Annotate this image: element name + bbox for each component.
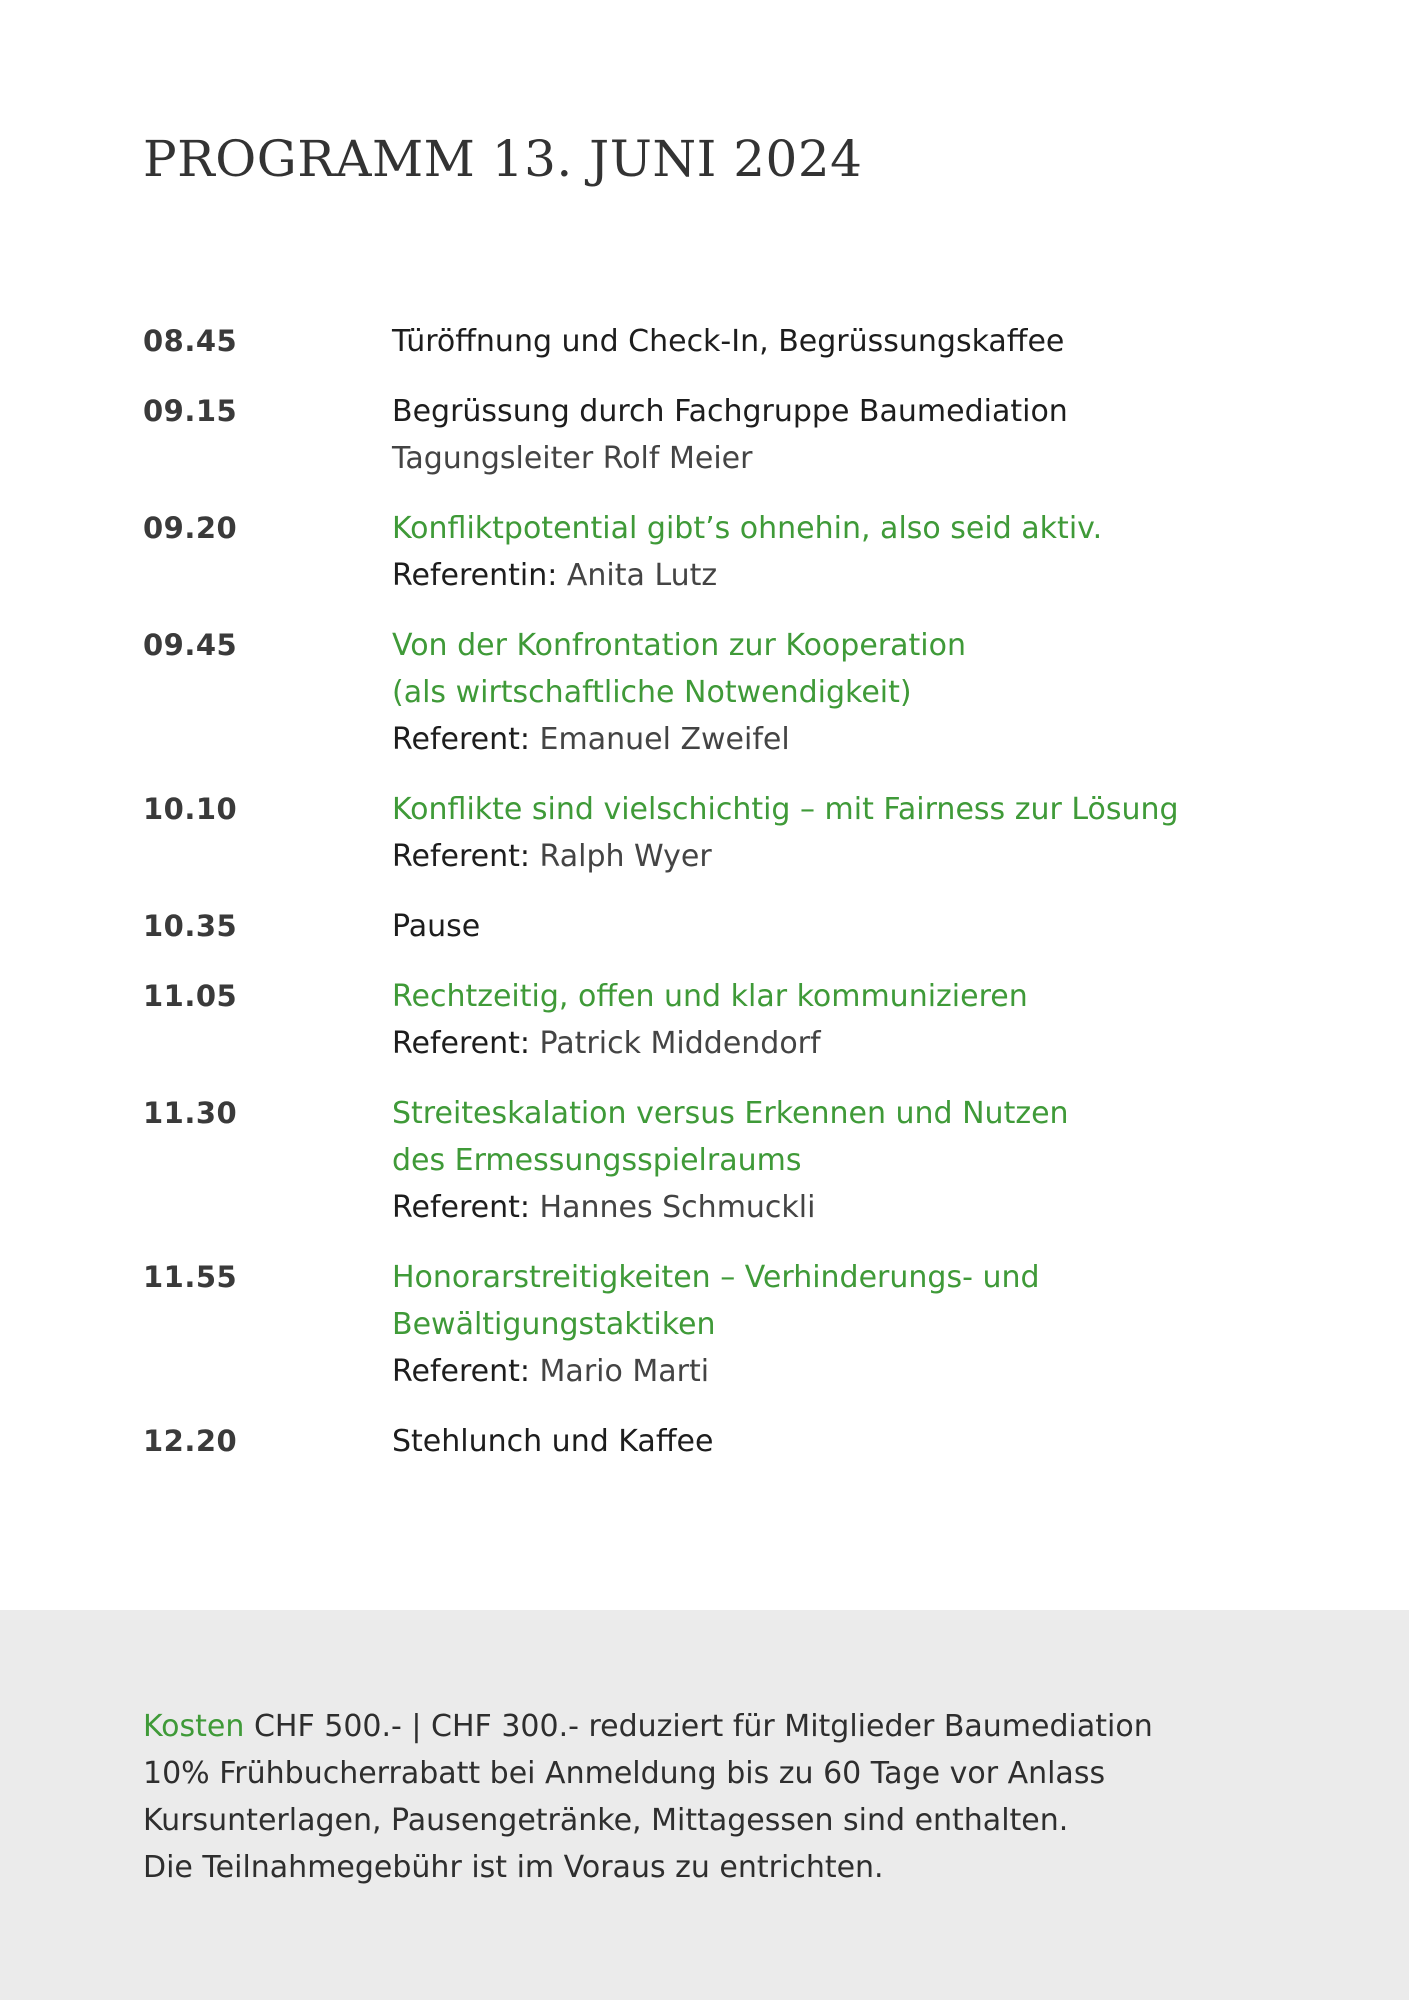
entry-details bbox=[392, 1090, 1303, 1231]
entry-time: 10.10 bbox=[143, 792, 238, 826]
entry-details bbox=[392, 1418, 1303, 1465]
entry-time: 10.35 bbox=[143, 909, 238, 943]
cost-info-panel bbox=[0, 1610, 1409, 2000]
speaker-label: Referentin: bbox=[392, 558, 558, 593]
entry-details bbox=[392, 505, 1303, 599]
speaker-line bbox=[392, 1184, 1303, 1231]
entry-text: Türöffnung und Check-In, Begrüssungskaffee bbox=[392, 324, 1065, 359]
entry-details bbox=[392, 388, 1303, 482]
talk-title: Konfliktpotential gibt’s ohnehin, also seid aktiv. bbox=[392, 511, 1103, 546]
schedule-entry bbox=[143, 786, 1303, 880]
entry-details bbox=[392, 622, 1303, 763]
schedule-entry bbox=[143, 622, 1303, 763]
entry-text: Pause bbox=[392, 909, 481, 944]
cost-text: CHF 500.- | CHF 300.- reduziert für Mitglieder Baumediation bbox=[244, 1709, 1153, 1744]
speaker-name: Mario Marti bbox=[539, 1354, 710, 1389]
talk-title: Von der Konfrontation zur Kooperation bbox=[392, 628, 966, 663]
schedule-entry bbox=[143, 903, 1303, 950]
cost-label: Kosten bbox=[143, 1709, 245, 1744]
schedule-entry bbox=[143, 388, 1303, 482]
speaker-label: Referent: bbox=[392, 839, 530, 874]
entry-time: 09.15 bbox=[143, 394, 238, 428]
entry-text: Stehlunch und Kaffee bbox=[392, 1424, 714, 1459]
talk-title-continued: Bewältigungstaktiken bbox=[392, 1307, 716, 1342]
payment-line: Die Teilnahmegebühr ist im Voraus zu entrichten. bbox=[143, 1850, 884, 1885]
schedule-entry bbox=[143, 505, 1303, 599]
speaker-name: Ralph Wyer bbox=[539, 839, 712, 874]
speaker-line bbox=[392, 552, 1303, 599]
speaker-label: Referent: bbox=[392, 1026, 530, 1061]
entry-details bbox=[392, 973, 1303, 1067]
entry-time: 12.20 bbox=[143, 1424, 238, 1458]
speaker-label: Referent: bbox=[392, 1354, 530, 1389]
speaker-label: Referent: bbox=[392, 722, 530, 757]
entry-time: 11.55 bbox=[143, 1260, 238, 1294]
talk-title-continued: des Ermessungsspielraums bbox=[392, 1143, 802, 1178]
entry-details bbox=[392, 1254, 1303, 1395]
speaker-line bbox=[392, 1020, 1303, 1067]
entry-time: 11.30 bbox=[143, 1096, 238, 1130]
entry-time: 08.45 bbox=[143, 324, 238, 358]
talk-title: Streiteskalation versus Erkennen und Nutzen bbox=[392, 1096, 1069, 1131]
entry-text: Begrüssung durch Fachgruppe Baumediation bbox=[392, 394, 1068, 429]
talk-title: Honorarstreitigkeiten – Verhinderungs- und bbox=[392, 1260, 1040, 1295]
speaker-name: Hannes Schmuckli bbox=[539, 1190, 816, 1225]
cost-line bbox=[143, 1703, 1153, 1750]
speaker-name: Anita Lutz bbox=[566, 558, 718, 593]
entry-details bbox=[392, 318, 1303, 365]
cost-info-text bbox=[143, 1703, 1153, 1891]
entry-time: 09.45 bbox=[143, 628, 238, 662]
speaker-line bbox=[392, 716, 1303, 763]
included-line: Kursunterlagen, Pausengetränke, Mittagessen sind enthalten. bbox=[143, 1803, 1069, 1838]
talk-title: Rechtzeitig, offen und klar kommunizieren bbox=[392, 979, 1028, 1014]
speaker-name: Emanuel Zweifel bbox=[539, 722, 790, 757]
speaker-label: Referent: bbox=[392, 1190, 530, 1225]
schedule-entry bbox=[143, 318, 1303, 365]
talk-title-continued: (als wirtschaftliche Notwendigkeit) bbox=[392, 675, 912, 710]
talk-title: Konflikte sind vielschichtig – mit Fairness zur Lösung bbox=[392, 792, 1179, 827]
entry-time: 09.20 bbox=[143, 511, 238, 545]
entry-subtext: Tagungsleiter Rolf Meier bbox=[392, 441, 753, 476]
discount-line: 10% Frühbucherrabatt bei Anmeldung bis zu 60 Tage vor Anlass bbox=[143, 1756, 1106, 1791]
schedule bbox=[143, 318, 1303, 1488]
page-title: PROGRAMM 13. JUNI 2024 bbox=[143, 130, 863, 188]
speaker-line bbox=[392, 833, 1303, 880]
schedule-entry bbox=[143, 1090, 1303, 1231]
entry-time: 11.05 bbox=[143, 979, 238, 1013]
entry-details bbox=[392, 786, 1303, 880]
schedule-entry bbox=[143, 1418, 1303, 1465]
schedule-entry bbox=[143, 973, 1303, 1067]
speaker-name: Patrick Middendorf bbox=[539, 1026, 821, 1061]
entry-details bbox=[392, 903, 1303, 950]
speaker-line bbox=[392, 1348, 1303, 1395]
schedule-entry bbox=[143, 1254, 1303, 1395]
